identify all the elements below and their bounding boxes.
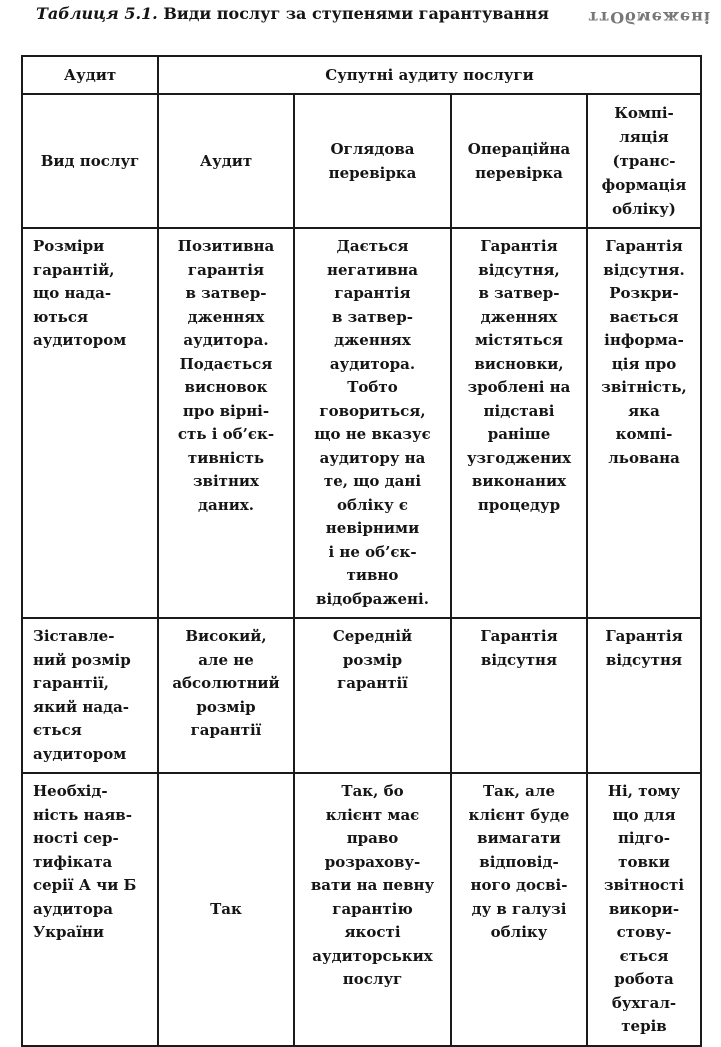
- cell-text-line: відсутня,: [478, 260, 560, 279]
- cell-text-line: Необхід-: [33, 782, 108, 800]
- cell-text-line: відсутня: [605, 650, 683, 669]
- cell-text-line: невірними: [325, 519, 420, 537]
- cell-review: [294, 228, 451, 618]
- cell-text-line: гарантії: [190, 721, 262, 739]
- cell-text-line: Так, бо: [341, 782, 404, 800]
- cell-text-line: обліку: [490, 923, 548, 941]
- cell-text-line: звітності: [603, 876, 685, 894]
- cell-audit: [158, 618, 294, 773]
- cell-text-line: підставі: [483, 401, 555, 420]
- cell-text-line: тивно: [346, 566, 399, 584]
- cell-text-line: Так: [210, 899, 242, 918]
- cell-text-line: серії А чи Б: [33, 876, 137, 894]
- cell-text-line: аудитора: [33, 899, 113, 918]
- cell-text-line: узгоджених: [466, 448, 572, 467]
- cell-text-line: що не вказує: [314, 425, 431, 443]
- header-related-services: Супутні аудиту послуги: [158, 56, 701, 94]
- table-row: [22, 618, 701, 773]
- cell-text-line: ду в галузі: [471, 899, 567, 918]
- cell-operational: [451, 228, 587, 618]
- cell-text-line: те, що дані: [323, 472, 422, 490]
- cell-text-line: гарантію: [332, 899, 413, 918]
- cell-text-line: ється: [33, 721, 82, 739]
- cell-text-line: Ні, тому: [607, 782, 681, 800]
- cell-text-line: гарантії: [337, 674, 408, 692]
- cell-text-line: Гарантія: [480, 627, 558, 645]
- cell-text-line: звітних: [192, 472, 260, 490]
- cell-text-line: перевірка: [328, 164, 417, 182]
- cell-text-line: вимагати: [477, 829, 561, 847]
- cell-text-line: Високий,: [185, 627, 267, 645]
- cell-compilation: [587, 228, 701, 618]
- cell-operational: [451, 618, 587, 773]
- cell-text-line: вається: [609, 307, 679, 326]
- cell-text-line: розрахову-: [324, 852, 421, 871]
- cell-text-line: містяться: [475, 331, 563, 349]
- cell-text-line: аудитором: [33, 331, 127, 349]
- cell-text-line: обліку): [612, 200, 676, 218]
- cell-text-line: Гарантія: [605, 627, 683, 645]
- cell-operational: [451, 773, 587, 1046]
- row-label: [22, 773, 158, 1046]
- cell-text-line: що для: [612, 805, 676, 824]
- cell-text-line: терів: [621, 1017, 667, 1035]
- cell-text-line: товки: [618, 852, 670, 871]
- cell-text-line: в затвер-: [185, 284, 267, 302]
- cell-text-line: гарантія: [334, 284, 411, 302]
- table-row: [22, 228, 701, 618]
- cell-text-line: виконаних: [471, 472, 567, 490]
- cell-text-line: відображені.: [316, 589, 429, 608]
- cell-text-line: послуг: [342, 970, 403, 988]
- cell-text-line: клієнт має: [325, 805, 420, 824]
- cell-text-line: викори-: [608, 899, 680, 918]
- cell-text-line: відсутня: [480, 650, 558, 669]
- cell-text-line: Позитивна: [177, 237, 275, 255]
- cell-text-line: негативна: [327, 260, 418, 279]
- cell-text-line: право: [346, 829, 399, 847]
- cell-text-line: Середній: [332, 627, 413, 645]
- cell-text-line: інформа-: [604, 331, 684, 349]
- cell-text-line: перевірка: [475, 164, 563, 182]
- cell-text-line: Компі-: [614, 104, 674, 122]
- cell-text-line: говориться,: [319, 401, 426, 420]
- cell-text-line: аудиторських: [312, 946, 433, 965]
- bleed-through-text: ттОбмежені: [588, 8, 711, 27]
- cell-text-line: формація: [601, 176, 687, 194]
- cell-text-line: зроблені на: [467, 378, 571, 396]
- cell-text-line: аудитору на: [319, 448, 426, 467]
- cell-text-line: ється: [619, 946, 669, 965]
- cell-text-line: Тобто: [347, 378, 398, 396]
- cell-text-line: льована: [608, 448, 680, 467]
- cell-review: [294, 773, 451, 1046]
- cell-text-line: і не об’єк-: [328, 542, 417, 561]
- cell-text-line: звітність,: [601, 378, 687, 396]
- header-service-type: Вид послуг: [22, 94, 158, 228]
- cell-text-line: ного досві-: [470, 876, 568, 894]
- cell-text-line: Подається: [179, 354, 273, 373]
- cell-text-line: в затвер-: [332, 307, 413, 326]
- caption-title: Види послуг за ступенями гарантування: [163, 4, 549, 23]
- cell-text-line: компі-: [615, 425, 673, 443]
- cell-text-line: клієнт буде: [468, 805, 570, 824]
- cell-text-line: України: [33, 923, 105, 941]
- cell-review: [294, 618, 451, 773]
- cell-text-line: Дається: [336, 237, 409, 255]
- cell-audit: [158, 773, 294, 1046]
- row-label: [22, 228, 158, 618]
- header-review: [294, 94, 451, 228]
- cell-text-line: процедур: [477, 495, 561, 514]
- table-row: [22, 773, 701, 1046]
- cell-text-line: яка: [628, 401, 660, 420]
- cell-text-line: дженнях: [480, 307, 558, 326]
- cell-text-line: в затвер-: [478, 284, 560, 302]
- cell-text-line: бухгал-: [611, 993, 677, 1012]
- caption-label: Таблиця 5.1.: [36, 4, 158, 23]
- cell-text-line: гарантії,: [33, 674, 110, 692]
- cell-audit: [158, 228, 294, 618]
- header-operational-check: [451, 94, 587, 228]
- cell-text-line: підго-: [617, 829, 671, 847]
- cell-text-line: дженнях: [334, 331, 411, 349]
- cell-text-line: (транс-: [612, 152, 676, 170]
- cell-text-line: відповід-: [479, 852, 559, 871]
- cell-text-line: абсолютний: [172, 674, 280, 692]
- cell-text-line: розмір: [342, 650, 403, 669]
- cell-text-line: даних.: [198, 495, 254, 514]
- cell-text-line: обліку є: [336, 495, 409, 514]
- cell-text-line: висновки,: [474, 354, 564, 373]
- cell-text-line: що нада-: [33, 284, 112, 302]
- cell-text-line: Гарантія: [480, 237, 558, 255]
- cell-text-line: тифіката: [33, 852, 113, 871]
- cell-text-line: відсутня.: [603, 260, 685, 279]
- row-label: [22, 618, 158, 773]
- cell-text-line: ний розмір: [33, 650, 131, 669]
- cell-text-line: вати на певну: [310, 876, 435, 894]
- cell-text-line: якості: [344, 923, 401, 941]
- cell-text-line: тивність: [187, 448, 265, 467]
- cell-text-line: аудитора.: [183, 331, 269, 349]
- cell-text-line: Гарантія: [605, 237, 683, 255]
- cell-text-line: висновок: [184, 378, 268, 396]
- table-caption: [36, 4, 549, 23]
- cell-text-line: але не: [198, 650, 254, 669]
- cell-text-line: Розміри: [33, 237, 105, 255]
- cell-text-line: сть і об’єк-: [177, 425, 275, 443]
- cell-text-line: розмір: [196, 697, 256, 716]
- cell-text-line: аудитора.: [329, 354, 416, 373]
- cell-compilation: [587, 618, 701, 773]
- cell-text-line: Зіставле-: [33, 627, 115, 645]
- cell-text-line: ються: [33, 307, 89, 326]
- cell-text-line: ності сер-: [33, 829, 119, 847]
- cell-text-line: раніше: [487, 425, 551, 443]
- cell-text-line: Так, але: [483, 782, 555, 800]
- cell-text-line: ція про: [611, 354, 677, 373]
- cell-text-line: аудитором: [33, 744, 127, 763]
- cell-text-line: дженнях: [187, 307, 265, 326]
- header-audit-col: Аудит: [158, 94, 294, 228]
- cell-text-line: який нада-: [33, 697, 130, 716]
- cell-text-line: Оглядова: [330, 140, 415, 158]
- cell-text-line: стову-: [616, 923, 672, 941]
- cell-text-line: ність наяв-: [33, 805, 132, 824]
- header-audit: Аудит: [22, 56, 158, 94]
- cell-text-line: Розкри-: [609, 284, 679, 302]
- cell-text-line: ляція: [619, 128, 669, 146]
- cell-text-line: робота: [614, 970, 674, 988]
- cell-compilation: [587, 773, 701, 1046]
- cell-text-line: гарантія: [187, 260, 265, 279]
- cell-text-line: Операційна: [467, 140, 571, 158]
- cell-text-line: про вірні-: [182, 401, 270, 420]
- header-row-top: [22, 56, 701, 94]
- header-row-sub: [22, 94, 701, 228]
- services-table: [21, 55, 702, 1047]
- cell-text-line: гарантій,: [33, 260, 115, 279]
- header-compilation: [587, 94, 701, 228]
